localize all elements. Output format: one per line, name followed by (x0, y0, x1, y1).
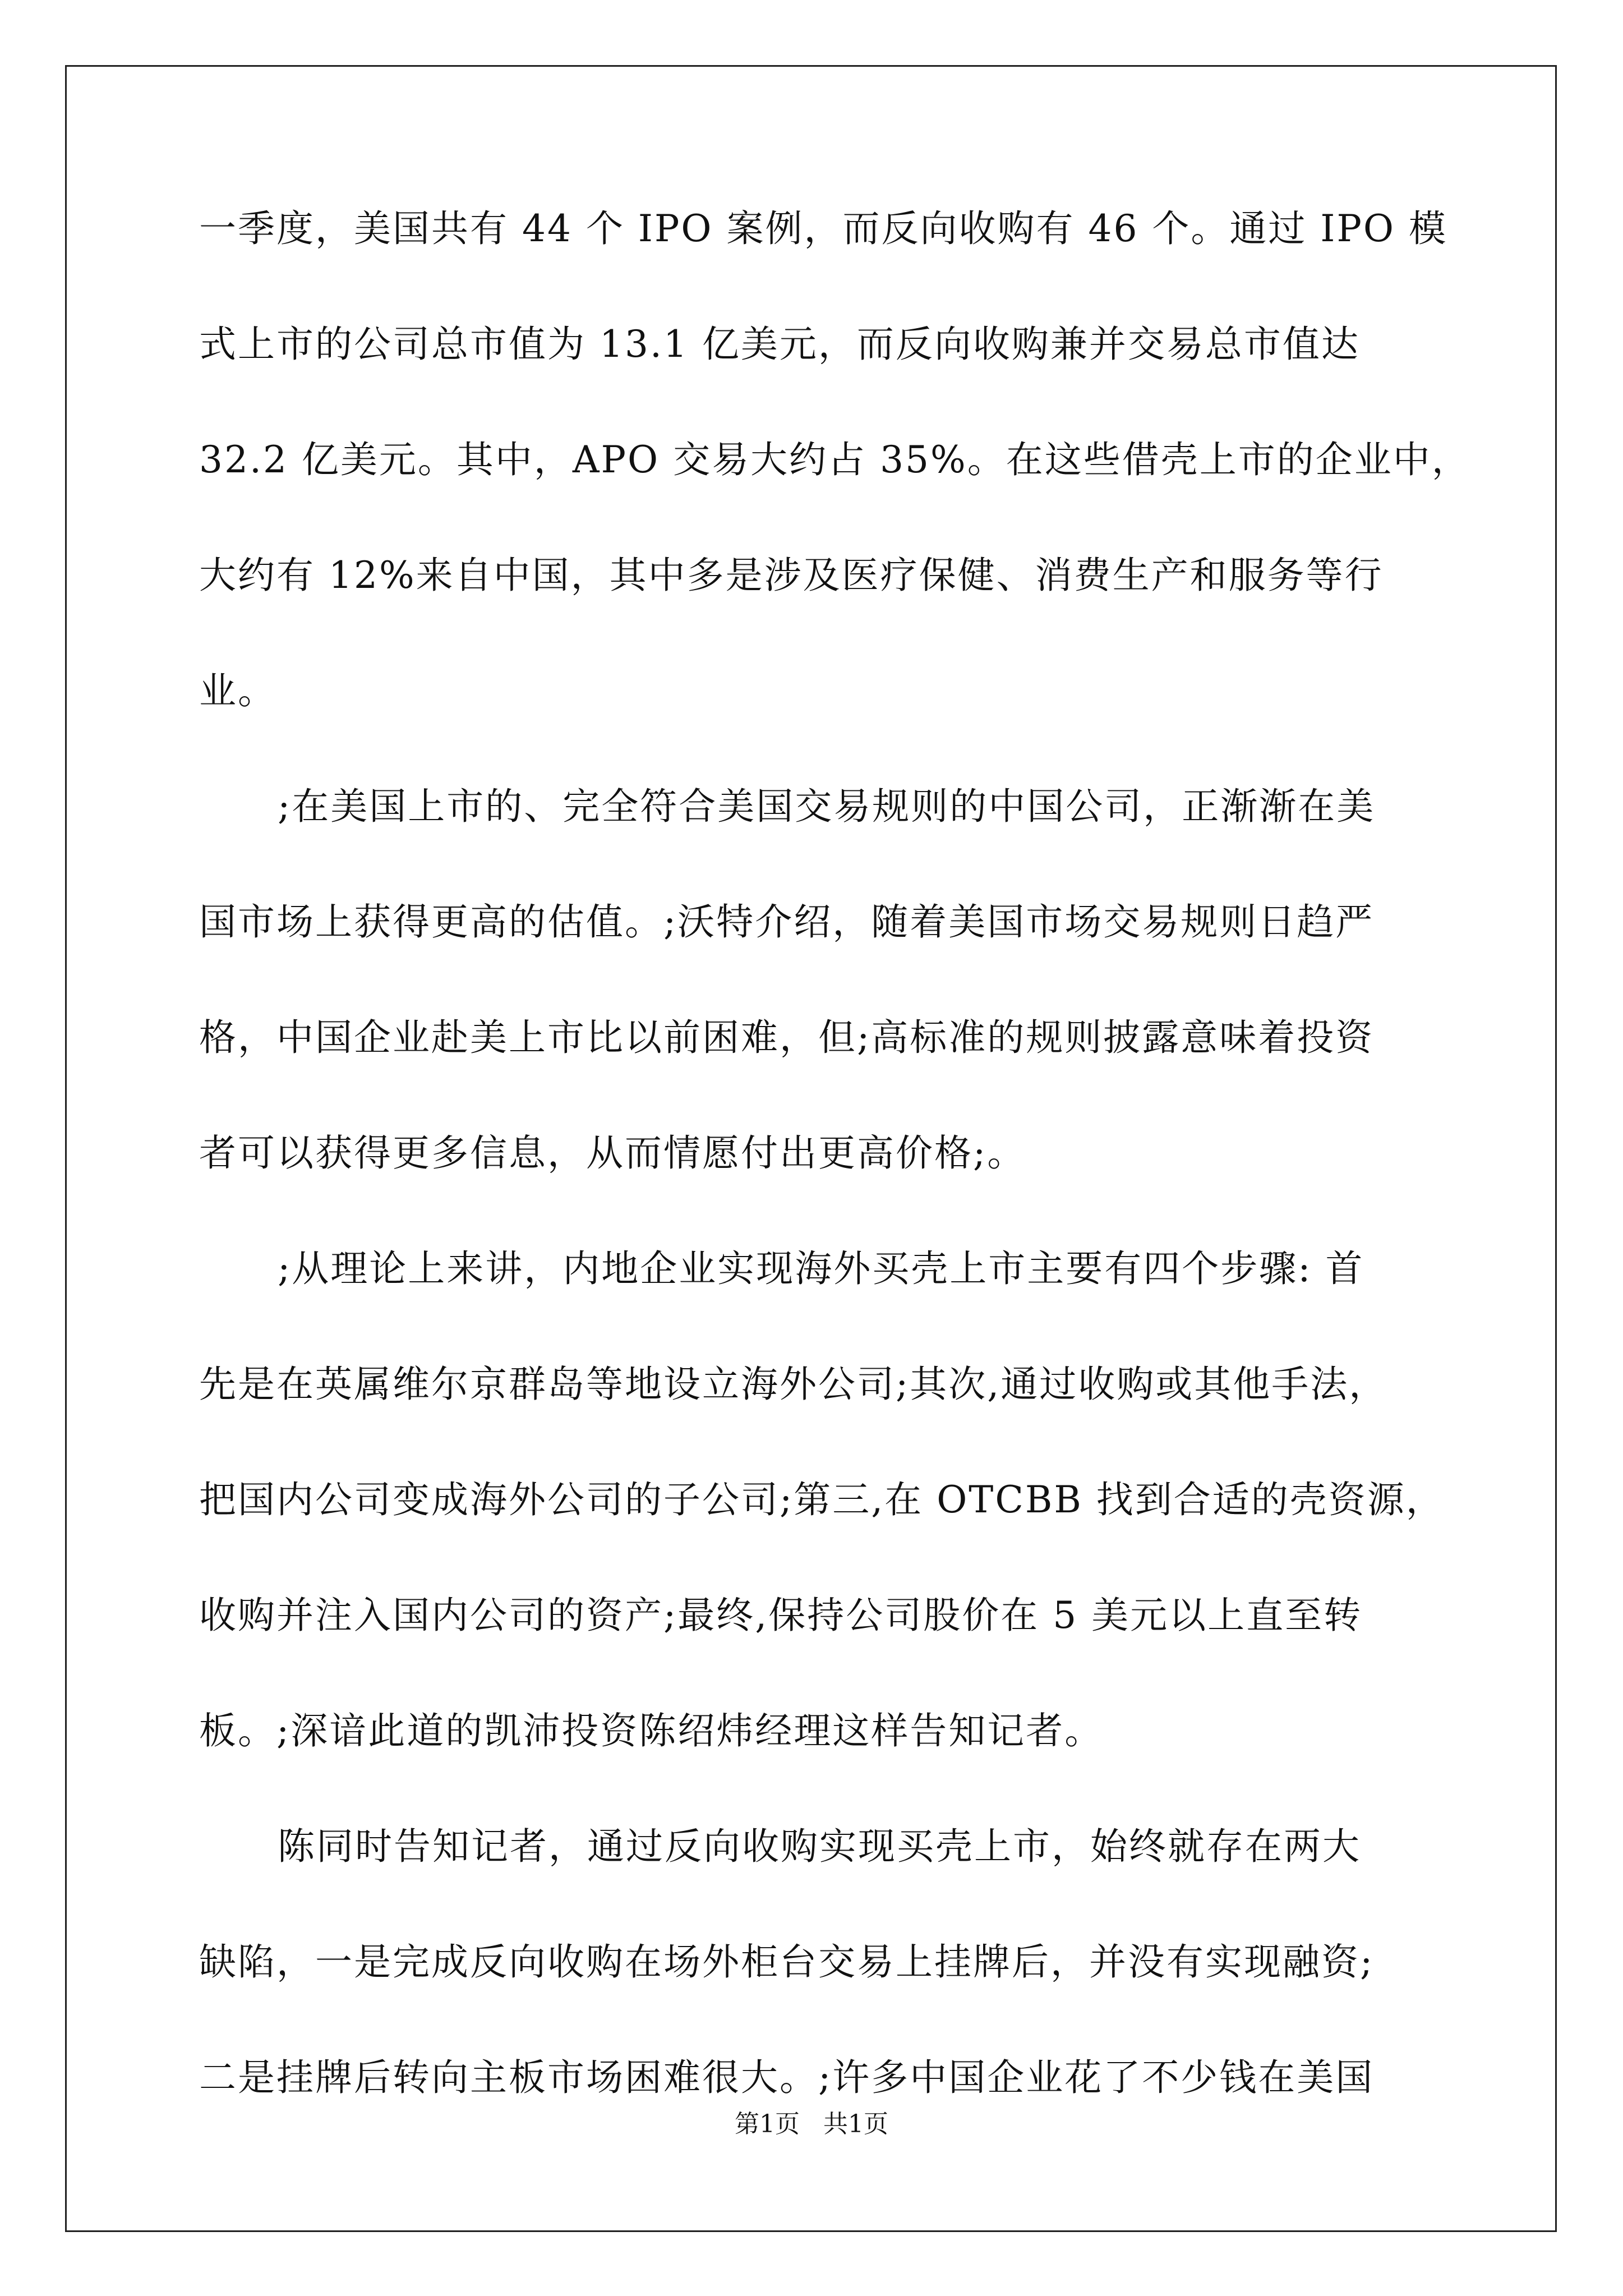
text-line: 32.2 亿美元。其中，APO 交易大约占 35%。在这些借壳上市的企业中， (199, 438, 1470, 481)
text-line: 大约有 12%来自中国，其中多是涉及医疗保健、消费生产和服务等行 (199, 554, 1384, 597)
text-line: 一季度，美国共有 44 个 IPO 案例，而反向收购有 46 个。通过 IPO 模 (199, 207, 1447, 250)
page-number-footer: 第1页 共1页 (735, 2110, 888, 2138)
text-line: 二是挂牌后转向主板市场困难很大。;许多中国企业花了不少钱在美国 (199, 2056, 1375, 2099)
paragraph-4 (199, 1825, 1427, 2099)
text-line: 先是在英属维尔京群岛等地设立海外公司;其次,通过收购或其他手法， (199, 1363, 1388, 1406)
document-body (199, 207, 1470, 2099)
paragraph-2 (199, 785, 1427, 1175)
paragraph-1 (199, 207, 1470, 712)
text-line: 式上市的公司总市值为 13.1 亿美元，而反向收购兼并交易总市值达 (199, 323, 1360, 366)
text-line: 业。 (199, 669, 276, 712)
text-line: 者可以获得更多信息，从而情愿付出更高价格;。 (199, 1131, 1026, 1175)
text-line: 收购并注入国内公司的资产;最终,保持公司股价在 5 美元以上直至转 (199, 1594, 1363, 1637)
text-line: 板。;深谙此道的凯沛投资陈绍炜经理这样告知记者。 (199, 1709, 1104, 1752)
paragraph-3 (199, 1247, 1445, 1752)
text-line: 国市场上获得更高的估值。;沃特介绍，随着美国市场交易规则日趋严 (199, 900, 1375, 944)
text-line: 格，中国企业赴美上市比以前困难，但;高标准的规则披露意味着投资 (199, 1016, 1375, 1059)
text-line: 把国内公司变成海外公司的子公司;第三,在 OTCBB 找到合适的壳资源， (199, 1478, 1445, 1521)
text-line: ;从理论上来讲，内地企业实现海外买壳上市主要有四个步骤: 首 (278, 1247, 1364, 1290)
text-line: 陈同时告知记者，通过反向收购实现买壳上市，始终就存在两大 (278, 1825, 1361, 1868)
text-line: 缺陷，一是完成反向收购在场外柜台交易上挂牌后，并没有实现融资; (199, 1940, 1375, 1984)
text-line: ;在美国上市的、完全符合美国交易规则的中国公司，正渐渐在美 (278, 785, 1376, 828)
